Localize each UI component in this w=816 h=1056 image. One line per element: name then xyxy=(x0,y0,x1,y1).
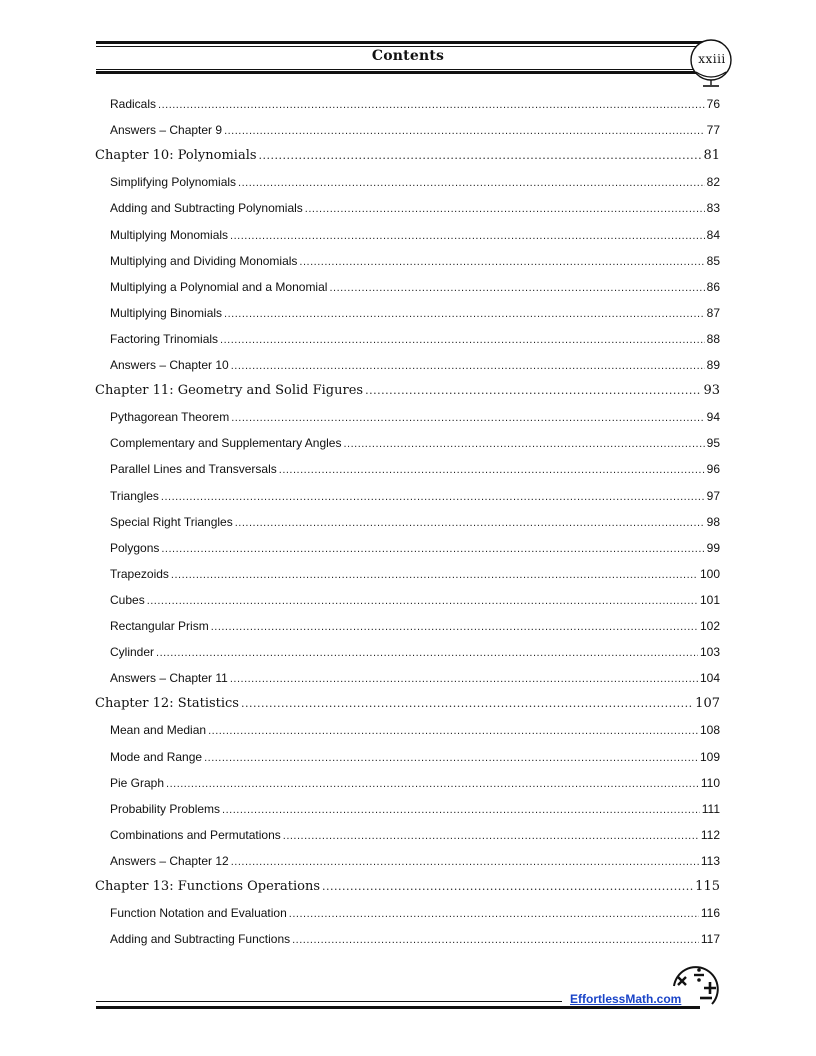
toc-entry[interactable] xyxy=(110,252,720,270)
toc-entry[interactable] xyxy=(110,460,720,478)
toc-entry[interactable] xyxy=(110,408,720,426)
dot-leader xyxy=(231,357,705,375)
toc-entry-title: Trapezoids xyxy=(110,566,169,581)
toc-entry[interactable] xyxy=(110,617,720,635)
dot-leader xyxy=(147,592,698,610)
toc-entry-page: 82 xyxy=(706,175,720,190)
toc-entry[interactable] xyxy=(110,539,720,557)
toc-entry-page: 81 xyxy=(703,148,720,164)
toc-entry-page: 102 xyxy=(699,619,720,633)
dot-leader xyxy=(204,749,698,767)
toc-entry[interactable] xyxy=(110,826,720,844)
toc-entry-title: Chapter 13: Functions Operations xyxy=(95,879,321,894)
header-rule xyxy=(96,41,714,44)
toc-entry-title: Chapter 11: Geometry and Solid Figures xyxy=(95,383,364,399)
toc-chapter-entry[interactable] xyxy=(95,878,720,896)
dot-leader xyxy=(279,461,705,479)
toc-entry-page: 94 xyxy=(706,410,720,425)
footer-rule xyxy=(96,1001,236,1002)
toc-entry-page: 99 xyxy=(706,540,720,555)
toc-entry-page: 117 xyxy=(700,932,720,947)
toc-entry-page: 110 xyxy=(700,775,720,790)
toc-entry[interactable] xyxy=(110,748,720,766)
page-number: xxiii xyxy=(698,52,726,66)
toc-entry[interactable] xyxy=(110,173,720,191)
toc-entry-title: Multiplying and Dividing Monomials xyxy=(110,253,298,268)
toc-entry-page: 84 xyxy=(706,227,720,242)
toc-entry[interactable] xyxy=(110,434,720,452)
dot-leader xyxy=(230,227,705,245)
toc-entry[interactable] xyxy=(110,356,720,374)
page-title: Contents xyxy=(371,48,445,64)
toc-entry-page: 109 xyxy=(699,749,720,764)
toc-entry[interactable] xyxy=(110,669,720,687)
toc-entry-title: Adding and Subtracting Functions xyxy=(110,932,291,947)
toc-entry[interactable] xyxy=(110,199,720,217)
footer-rule xyxy=(236,1001,562,1002)
toc-entry-page: 98 xyxy=(706,514,720,529)
dot-leader xyxy=(161,488,705,506)
toc-entry-title: Probability Problems xyxy=(110,801,221,816)
toc-entry-title: Multiplying Monomials xyxy=(110,227,229,242)
toc-entry-title: Mean and Median xyxy=(110,723,207,738)
toc-entry-title: Simplifying Polynomials xyxy=(110,175,237,190)
toc-entry[interactable] xyxy=(110,226,720,244)
dot-leader xyxy=(365,382,701,400)
header-rule xyxy=(96,71,714,74)
header-rule xyxy=(96,46,714,47)
toc-entry-title: Parallel Lines and Transversals xyxy=(110,462,277,477)
toc-entry-page: 115 xyxy=(695,879,720,894)
toc-entry-title: Combinations and Permutations xyxy=(110,827,281,842)
toc-entry-page: 113 xyxy=(700,853,720,868)
toc-entry-page: 101 xyxy=(699,592,720,607)
toc-entry-title: Triangles xyxy=(110,488,159,503)
toc-entry-title: Special Right Triangles xyxy=(110,514,233,529)
toc-entry[interactable] xyxy=(110,565,720,583)
toc-entry-page: 108 xyxy=(699,723,720,738)
effortlessmath-link[interactable]: EffortlessMath.com xyxy=(570,992,682,1006)
toc-entry-page: 89 xyxy=(706,358,720,372)
toc-entry[interactable] xyxy=(110,721,720,739)
toc-entry-page: 107 xyxy=(695,696,720,712)
toc-entry-title: Answers – Chapter 12 xyxy=(110,853,229,868)
toc-entry-page: 76 xyxy=(706,97,720,111)
toc-entry-title: Radicals xyxy=(110,97,157,111)
toc-entry-title: Chapter 10: Polynomials xyxy=(95,148,257,164)
toc-entry-page: 100 xyxy=(699,566,720,581)
dot-leader xyxy=(292,931,699,949)
dot-leader xyxy=(299,253,704,271)
dot-leader xyxy=(241,695,693,713)
toc-entry-title: Adding and Subtracting Polynomials xyxy=(110,201,303,216)
toc-entry-page: 88 xyxy=(706,331,720,346)
toc-entry[interactable] xyxy=(110,591,720,609)
toc-entry[interactable] xyxy=(110,800,720,818)
dot-leader xyxy=(230,670,698,688)
toc-entry[interactable] xyxy=(110,95,720,113)
toc-entry[interactable] xyxy=(110,643,720,661)
toc-entry-title: Chapter 12: Statistics xyxy=(95,696,239,712)
dot-leader xyxy=(238,174,705,192)
dot-leader xyxy=(305,200,705,218)
toc-entry-title: Answers – Chapter 9 xyxy=(110,123,223,138)
toc-chapter-entry[interactable] xyxy=(95,695,720,713)
toc-chapter-entry[interactable] xyxy=(95,147,720,165)
dot-leader xyxy=(224,122,705,140)
dot-leader xyxy=(329,279,704,297)
toc-entry[interactable] xyxy=(110,513,720,531)
dot-leader xyxy=(208,722,698,740)
toc-entry-page: 95 xyxy=(706,436,720,451)
toc-entry-page: 103 xyxy=(699,645,720,660)
toc-entry[interactable] xyxy=(110,487,720,505)
dot-leader xyxy=(259,147,702,165)
header-rule xyxy=(96,69,714,70)
toc-entry-title: Cylinder xyxy=(110,645,155,660)
dot-leader xyxy=(224,305,705,323)
toc-entry-title: Multiplying Binomials xyxy=(110,305,223,320)
toc-entry-title: Factoring Trinomials xyxy=(110,331,219,346)
toc-entry-page: 77 xyxy=(706,123,720,138)
toc-entry[interactable] xyxy=(110,121,720,139)
dot-leader xyxy=(161,540,704,558)
dot-leader xyxy=(231,853,699,871)
toc-entry-page: 83 xyxy=(706,201,720,216)
toc-entry-page: 111 xyxy=(701,801,720,816)
toc-entry-title: Answers – Chapter 10 xyxy=(110,358,229,372)
dot-leader xyxy=(222,801,700,819)
toc-entry-title: Cubes xyxy=(110,592,145,607)
math-operators-icon xyxy=(668,962,724,1012)
toc-entry-page: 96 xyxy=(706,462,720,477)
toc-entry-page: 93 xyxy=(703,383,720,399)
toc-entry-page: 85 xyxy=(706,253,720,268)
toc-entry-title: Multiplying a Polynomial and a Monomial xyxy=(110,279,328,294)
toc-entry[interactable] xyxy=(110,930,720,948)
dot-leader xyxy=(158,96,705,114)
toc-entry-title: Answers – Chapter 11 xyxy=(110,671,228,686)
toc-entry[interactable] xyxy=(110,904,720,922)
toc-entry-title: Mode and Range xyxy=(110,749,203,764)
toc-entry-title: Pie Graph xyxy=(110,775,165,790)
toc-entry-title: Rectangular Prism xyxy=(110,619,209,633)
dot-leader xyxy=(171,566,698,584)
toc-entry-page: 116 xyxy=(700,906,720,921)
toc-entry[interactable] xyxy=(110,330,720,348)
dot-leader xyxy=(231,409,704,427)
dot-leader xyxy=(289,905,699,923)
toc-entry-page: 97 xyxy=(706,488,720,503)
dot-leader xyxy=(211,618,698,636)
toc-entry[interactable] xyxy=(110,774,720,792)
dot-leader xyxy=(220,331,705,349)
toc-entry[interactable] xyxy=(110,278,720,296)
dot-leader xyxy=(235,514,705,532)
toc-entry-title: Function Notation and Evaluation xyxy=(110,906,287,921)
toc-entry-page: 112 xyxy=(700,827,720,842)
toc-entry-page: 87 xyxy=(706,305,720,320)
dot-leader xyxy=(322,878,693,896)
toc-entry-title: Pythagorean Theorem xyxy=(110,410,230,425)
toc-entry[interactable] xyxy=(110,304,720,322)
toc-entry-title: Polygons xyxy=(110,540,160,555)
toc-chapter-entry[interactable] xyxy=(95,382,720,400)
dot-leader xyxy=(166,775,699,793)
footer-rule xyxy=(96,1006,700,1009)
toc-entry[interactable] xyxy=(110,852,720,870)
dot-leader xyxy=(156,644,698,662)
toc-entry-page: 104 xyxy=(699,671,720,686)
toc-entry-title: Complementary and Supplementary Angles xyxy=(110,436,342,451)
dot-leader xyxy=(343,435,704,453)
toc-entry-page: 86 xyxy=(706,279,720,294)
dot-leader xyxy=(283,827,699,845)
